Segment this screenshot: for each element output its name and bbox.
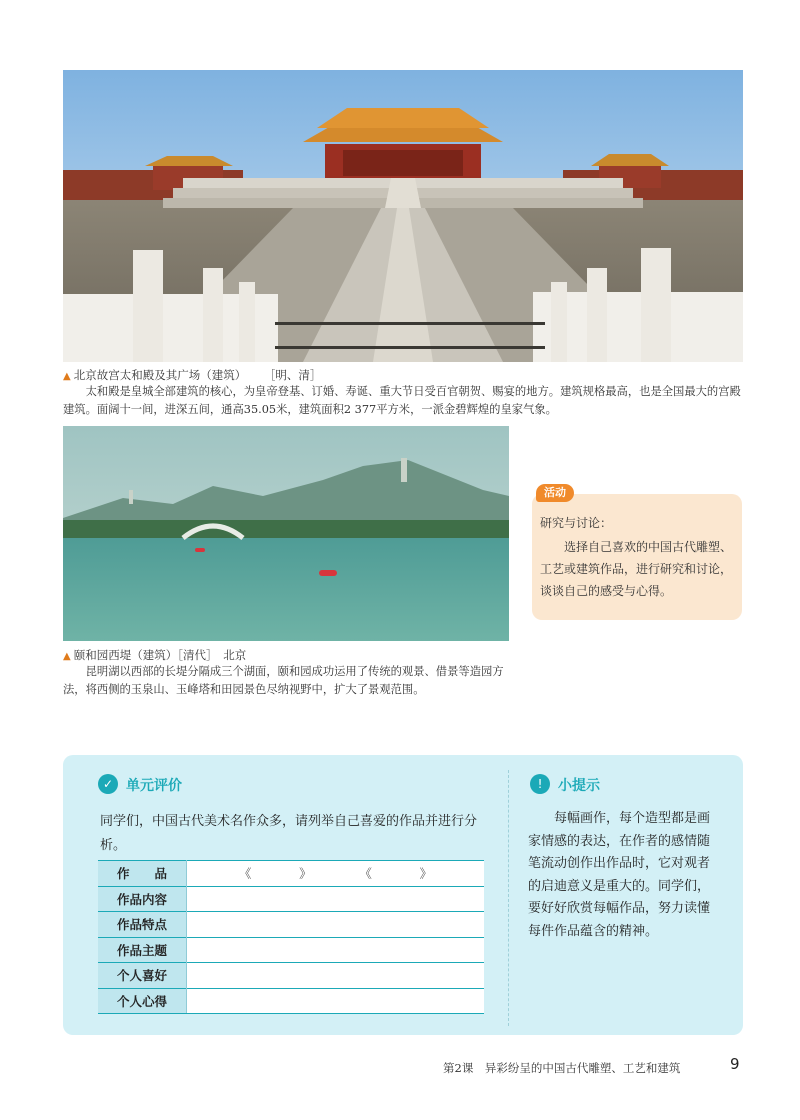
photo1-caption-era: ［明、清］ (263, 368, 322, 382)
evaluation-intro: 同学们，中国古代美术名作众多，请列举自己喜爱的作品并进行分析。 (100, 814, 478, 853)
theme-cell[interactable] (187, 937, 485, 963)
panel-divider (508, 770, 509, 1026)
row-label: 个人喜好 (98, 963, 187, 989)
lesson-footer: 第2课 异彩纷呈的中国古代雕塑、工艺和建筑 (443, 1061, 681, 1075)
content-cell[interactable] (187, 886, 485, 912)
taihe-palace-photo (63, 70, 743, 362)
artwork-name-cell[interactable] (187, 861, 485, 887)
table-row (98, 937, 484, 963)
photo1-caption-body: 太和殿是皇城全部建筑的核心，为皇帝登基、订婚、寿诞、重大节日受百官朝贺、赐宴的地方。建筑规格最高，也是全国最大的宫殿建筑。面阔十一间，进深五间，通高35.05米，建筑面积2 377平方米，一派金碧辉煌的皇家气象。 (63, 385, 741, 416)
row-label: 个人心得 (98, 988, 187, 1014)
book-title-close-mark: 》 (419, 866, 433, 882)
triangle-marker-icon: ▲ (63, 371, 71, 382)
table-row (98, 963, 484, 989)
tips-icon: ! (530, 774, 550, 794)
table-row (98, 912, 484, 938)
evaluation-table (98, 860, 484, 1014)
table-row (98, 886, 484, 912)
book-title-close-mark: 》 (299, 866, 312, 882)
tips-title: 小提示 (558, 778, 600, 794)
book-title-open-mark: 《 (238, 866, 252, 882)
features-cell[interactable] (187, 912, 485, 938)
photo2-caption-body: 昆明湖以西部的长堤分隔成三个湖面，颐和园成功运用了传统的观景、借景等造园方法，将西侧的玉泉山、玉峰塔和田园景色尽纳视野中，扩大了景观范围。 (63, 665, 504, 696)
evaluation-title: 单元评价 (126, 778, 182, 794)
table-row (98, 861, 484, 887)
row-label: 作品特点 (98, 912, 187, 938)
reflection-cell[interactable] (187, 988, 485, 1014)
book-title-open-mark: 《 (359, 866, 372, 882)
activity-badge: 活动 (536, 484, 574, 502)
triangle-marker-icon: ▲ (63, 651, 71, 662)
photo2-caption-title: 颐和园西堤（建筑）［清代］ 北京 (73, 648, 247, 662)
activity-body: 选择自己喜欢的中国古代雕塑、工艺或建筑作品，进行研究和讨论，谈谈自己的感受与心得。 (540, 540, 733, 598)
page-number: 9 (730, 1055, 740, 1073)
row-label: 作 品 (98, 861, 187, 887)
tips-body: 每幅画作，每个造型都是画家情感的表达，在作者的感情随笔流动创作出作品时，它对观者的启迪意义是重大的。同学们，要好好欣赏每幅作品，努力读懂每件作品蕴含的精神。 (528, 811, 711, 939)
summer-palace-photo (63, 426, 509, 641)
photo1-caption-title: 北京故宫太和殿及其广场（建筑） (73, 368, 247, 382)
preference-cell[interactable] (187, 963, 485, 989)
photo2-caption (63, 647, 509, 699)
table-row (98, 988, 484, 1014)
row-label: 作品内容 (98, 886, 187, 912)
row-label: 作品主题 (98, 937, 187, 963)
evaluation-icon: ✓ (98, 774, 118, 794)
activity-title: 研究与讨论： (540, 516, 613, 530)
photo1-caption (63, 367, 743, 419)
